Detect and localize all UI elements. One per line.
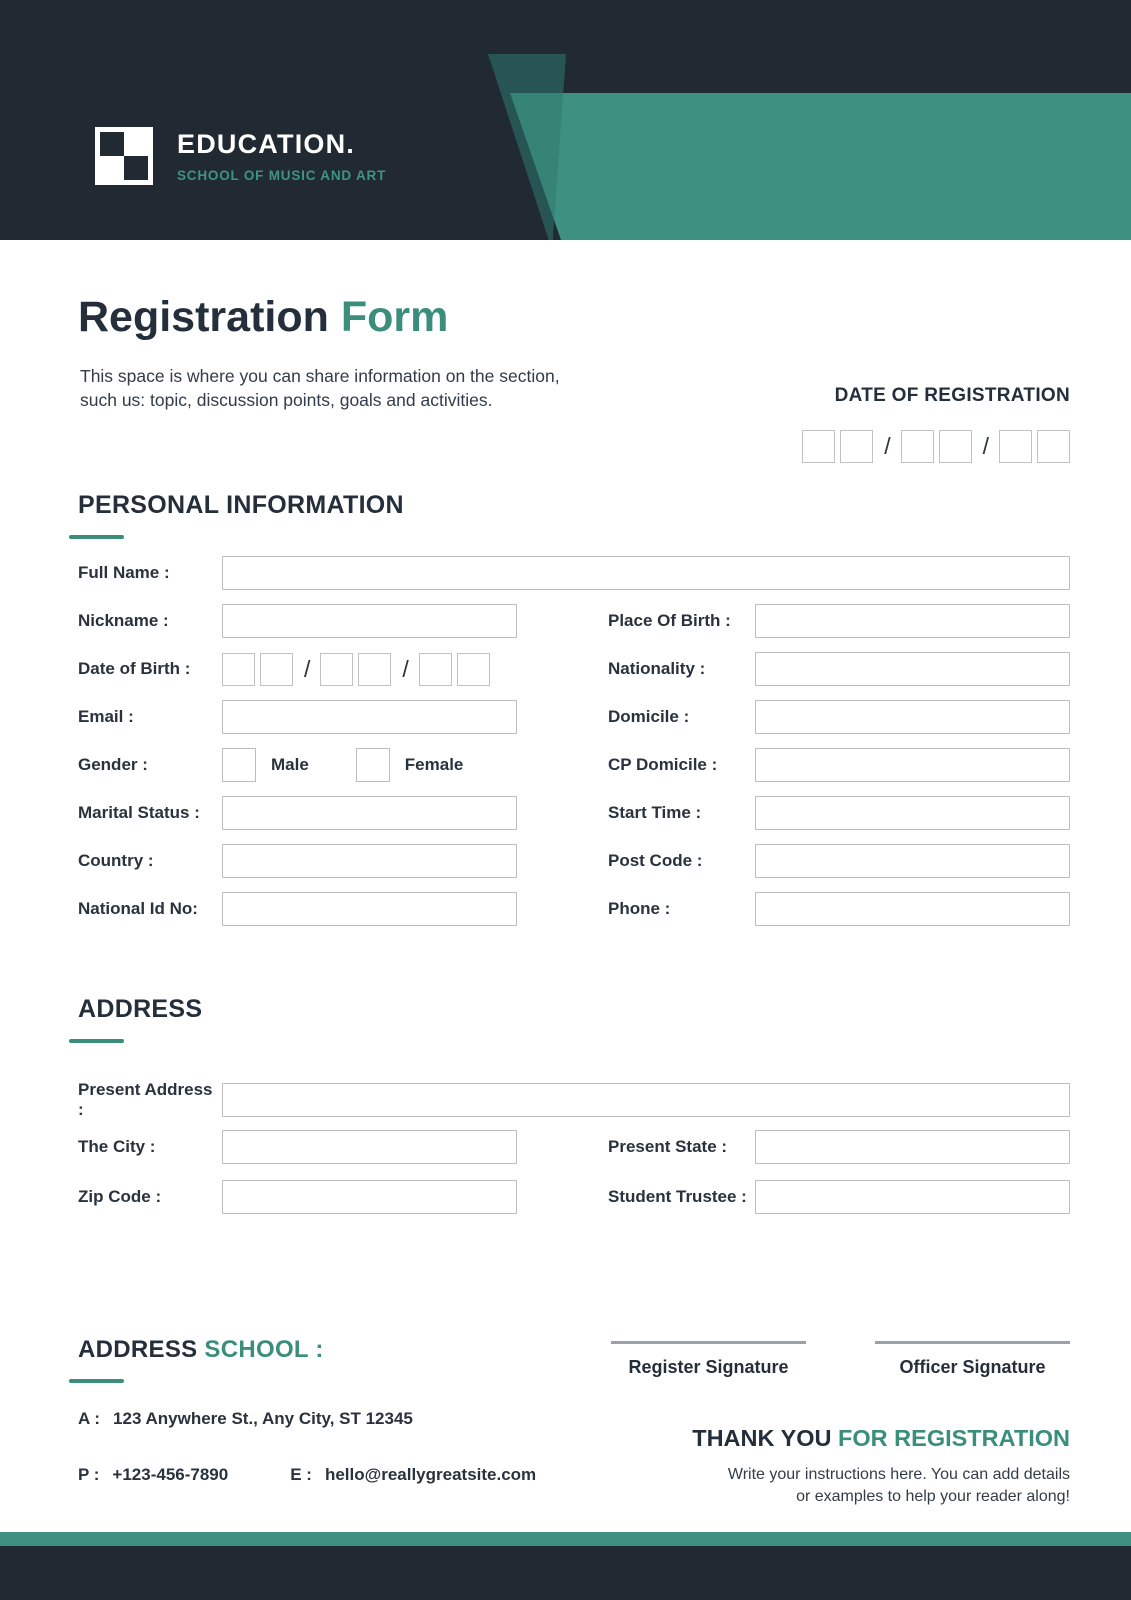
form-row (78, 796, 1070, 830)
brand-name: EDUCATION. (177, 129, 355, 159)
input-full-name[interactable] (222, 556, 1070, 590)
school-email-value: hello@reallygreatsite.com (324, 1465, 537, 1484)
intro-line: This space is where you can share information on the section, (80, 366, 560, 386)
personal-information-rows (78, 556, 1070, 926)
school-phone-email-line (78, 1465, 536, 1485)
title-block (78, 293, 560, 463)
note-line: Write your instructions here. You can add details (727, 1466, 1070, 1483)
label-country: Country : (78, 851, 154, 870)
school-phone (78, 1465, 228, 1485)
date-strip-date-of-birth (222, 653, 517, 686)
date-of-birth-box[interactable] (260, 653, 293, 686)
input-marital-status[interactable] (222, 796, 517, 830)
date-of-birth-box[interactable] (419, 653, 452, 686)
input-national-id[interactable] (222, 892, 517, 926)
registration-date-box[interactable] (840, 430, 873, 463)
label-zip-code: Zip Code : (78, 1187, 162, 1206)
form-row (78, 892, 1070, 926)
officer-signature-label: Officer Signature (899, 1357, 1046, 1377)
label-email: Email : (78, 707, 134, 726)
input-nationality[interactable] (755, 652, 1070, 686)
label-gender: Gender : (78, 755, 148, 774)
signature-row (610, 1341, 1070, 1378)
header-accent-shapes (0, 0, 1131, 240)
slash-separator: / (982, 433, 989, 459)
thank-you-heading (610, 1425, 1070, 1452)
intro-text (80, 365, 560, 413)
signature-line[interactable] (611, 1341, 806, 1344)
address-school-block (78, 1336, 536, 1507)
heading-underline (69, 535, 124, 539)
brand-text (177, 129, 386, 183)
address-school-heading-main: ADDRESS (78, 1336, 198, 1363)
phone-prefix: P : (78, 1465, 100, 1484)
input-email[interactable] (222, 700, 517, 734)
label-nickname: Nickname : (78, 611, 169, 630)
date-of-registration-block (802, 296, 1070, 463)
brand-block (95, 127, 386, 185)
page-title-accent: Form (340, 293, 449, 341)
label-phone: Phone : (608, 899, 671, 918)
slash-separator: / (304, 655, 311, 682)
school-address-value: 123 Anywhere St., Any City, ST 12345 (113, 1409, 413, 1428)
input-zip-code[interactable] (222, 1180, 517, 1214)
form-row (78, 1180, 1070, 1214)
title-and-date-row (78, 293, 1070, 463)
label-domicile: Domicile : (608, 707, 690, 726)
checkbox-label-male: Male (271, 755, 309, 774)
date-of-registration-label: DATE OF REGISTRATION (834, 385, 1070, 406)
label-full-name: Full Name : (78, 563, 170, 582)
logo-cell (124, 156, 148, 180)
logo-checkerboard (100, 132, 148, 180)
address-school-heading (78, 1336, 536, 1364)
input-domicile[interactable] (755, 700, 1070, 734)
thank-you-accent: FOR REGISTRATION (838, 1425, 1070, 1451)
form-row (78, 1080, 1070, 1119)
input-start-time[interactable] (755, 796, 1070, 830)
input-present-state[interactable] (755, 1130, 1070, 1164)
heading-underline (69, 1039, 124, 1043)
heading-underline (69, 1379, 124, 1383)
input-post-code[interactable] (755, 844, 1070, 878)
date-of-birth-box[interactable] (358, 653, 391, 686)
form-row (78, 652, 1070, 686)
label-start-time: Start Time : (608, 803, 702, 822)
footer-teal-band (0, 1532, 1131, 1546)
page-title (78, 293, 560, 341)
label-present-state: Present State : (608, 1137, 728, 1156)
label-marital-status: Marital Status : (78, 803, 200, 822)
signature-line[interactable] (875, 1341, 1070, 1344)
school-logo-icon (95, 127, 153, 185)
input-present-address[interactable] (222, 1083, 1070, 1117)
checkbox-label-female: Female (404, 755, 464, 774)
label-post-code: Post Code : (608, 851, 703, 870)
registration-date-box[interactable] (999, 430, 1032, 463)
label-student-trustee: Student Trustee : (608, 1187, 747, 1206)
register-signature-label: Register Signature (628, 1357, 789, 1377)
registration-date-box[interactable] (1037, 430, 1070, 463)
form-row (78, 556, 1070, 590)
input-nickname[interactable] (222, 604, 517, 638)
form-row (78, 748, 1070, 782)
page-header (0, 0, 1131, 240)
registration-date-box[interactable] (939, 430, 972, 463)
label-place-of-birth: Place Of Birth : (608, 611, 731, 630)
form-row (78, 1130, 1070, 1164)
officer-signature (875, 1341, 1070, 1378)
checkbox-female[interactable] (356, 748, 390, 782)
personal-information-heading: PERSONAL INFORMATION (78, 491, 404, 519)
intro-line: such us: topic, discussion points, goals and activities. (80, 389, 493, 410)
logo-cell (100, 156, 124, 180)
form-row (78, 700, 1070, 734)
footer-navy-band (0, 1546, 1131, 1600)
input-phone[interactable] (755, 892, 1070, 926)
input-the-city[interactable] (222, 1130, 517, 1164)
label-the-city: The City : (78, 1137, 156, 1156)
bottom-row (78, 1336, 1070, 1507)
slash-separator: / (884, 433, 891, 459)
checkbox-male[interactable] (222, 748, 256, 782)
input-country[interactable] (222, 844, 517, 878)
instructions-note (610, 1464, 1070, 1507)
input-student-trustee[interactable] (755, 1180, 1070, 1214)
label-national-id: National Id No: (78, 899, 198, 918)
address-rows (78, 1080, 1070, 1214)
registration-date-box[interactable] (802, 430, 835, 463)
input-cp-domicile[interactable] (755, 748, 1070, 782)
brand-tagline: SCHOOL OF MUSIC AND ART (177, 168, 387, 183)
date-of-birth-box[interactable] (320, 653, 353, 686)
label-cp-domicile: CP Domicile : (608, 755, 718, 774)
checkbox-group-gender (222, 748, 517, 782)
register-signature (611, 1341, 806, 1378)
registration-date-boxes (802, 430, 1070, 463)
thank-you-main: THANK YOU (692, 1425, 832, 1451)
form-row (78, 844, 1070, 878)
logo-cell (100, 132, 124, 156)
note-line: or examples to help your reader along! (796, 1487, 1070, 1505)
registration-date-box[interactable] (901, 430, 934, 463)
logo-cell (124, 132, 148, 156)
slash-separator: / (402, 655, 409, 682)
school-phone-value: +123-456-7890 (112, 1465, 229, 1484)
input-place-of-birth[interactable] (755, 604, 1070, 638)
date-of-birth-box[interactable] (222, 653, 255, 686)
page-title-main: Registration (78, 293, 329, 341)
address-prefix: A : (78, 1409, 101, 1428)
label-date-of-birth: Date of Birth : (78, 659, 191, 678)
form-row (78, 604, 1070, 638)
personal-information-section (78, 491, 1070, 926)
email-prefix: E : (290, 1465, 312, 1484)
school-address-line (78, 1409, 536, 1429)
address-heading: ADDRESS (78, 995, 203, 1023)
address-section (78, 995, 1070, 1214)
date-of-birth-box[interactable] (457, 653, 490, 686)
label-nationality: Nationality : (608, 659, 706, 678)
signature-block (610, 1336, 1070, 1507)
school-email (290, 1465, 536, 1485)
address-school-heading-accent: SCHOOL : (204, 1336, 324, 1363)
label-present-address: Present Address : (78, 1080, 213, 1119)
form-content (0, 293, 1131, 1507)
